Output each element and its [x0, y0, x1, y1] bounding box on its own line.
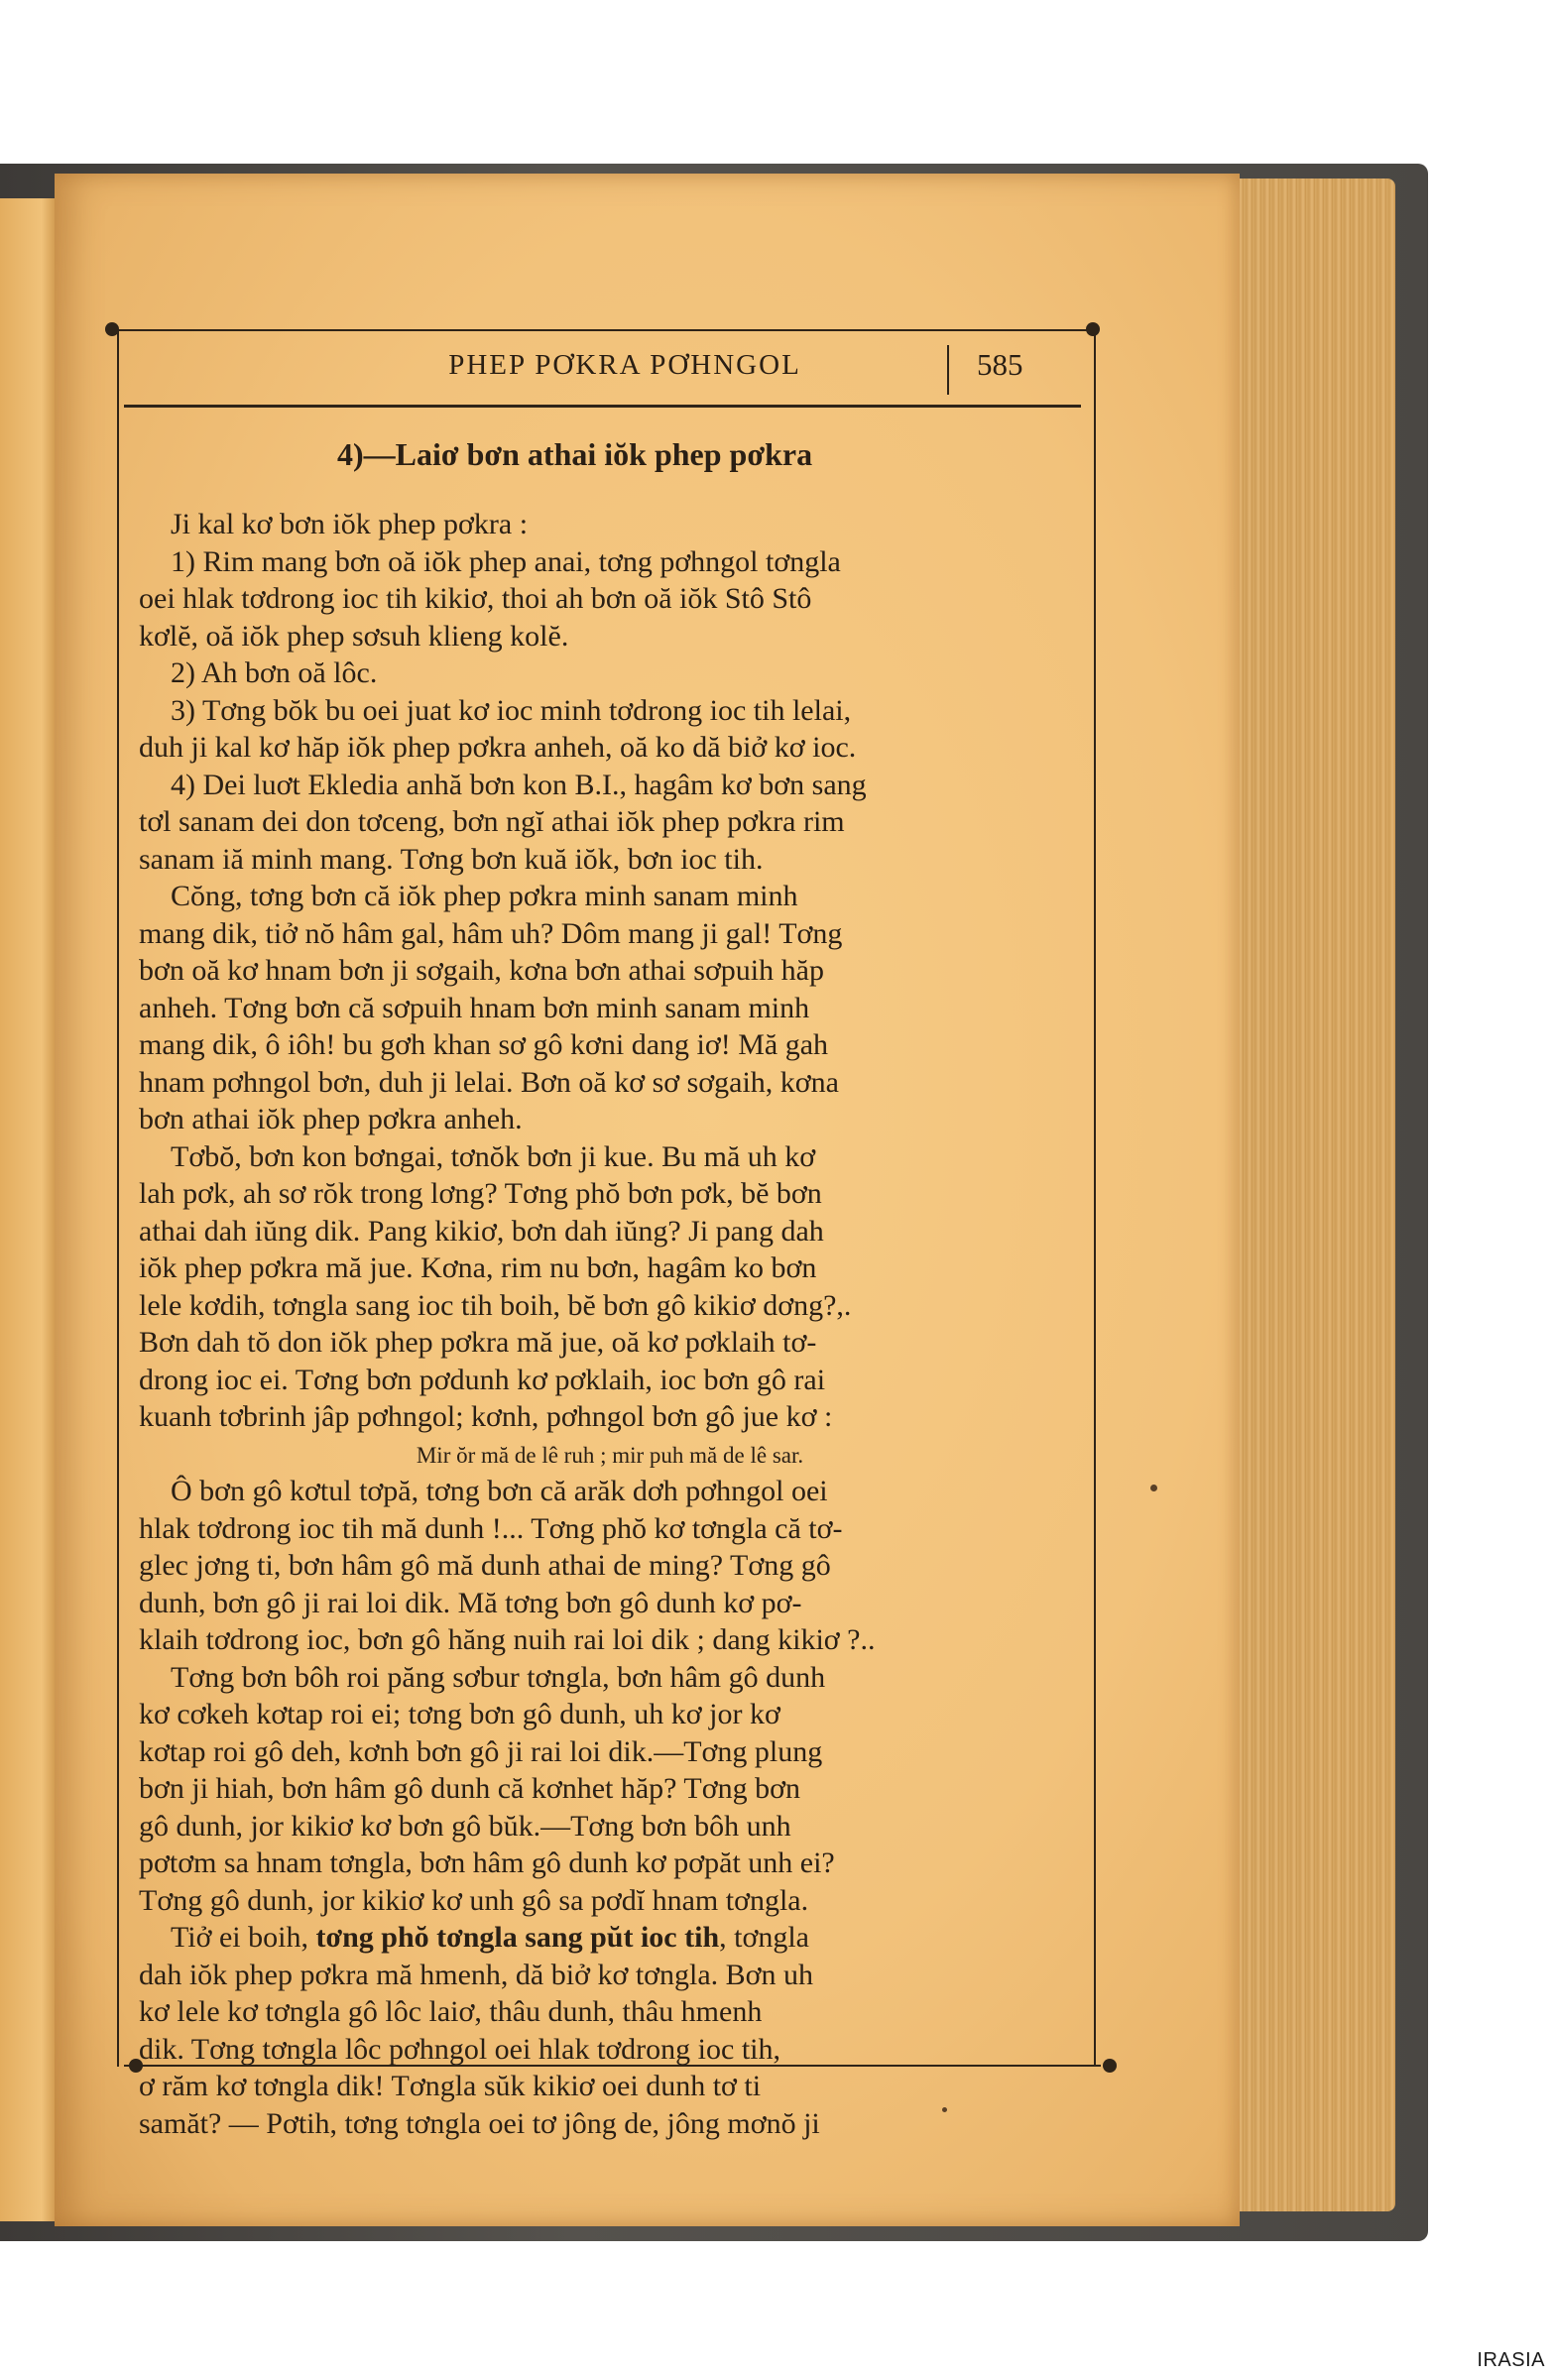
- text-line: iŏk phep pơkra mă jue. Kơna, rim nu bơn, hagâm ko bơn: [139, 1251, 817, 1284]
- paper-speck: [1150, 1485, 1157, 1491]
- section-heading: 4)—Laiơ bơn athai iŏk phep pơkra: [337, 436, 813, 472]
- text-line: Cŏng, tơng bơn că iŏk phep pơkra minh sanam minh: [171, 880, 798, 912]
- text-line: lele kơdih, tơngla sang ioc tih boih, bĕ bơn gô kikiơ dơng?,.: [139, 1288, 852, 1322]
- text-line: kơtap roi gô deh, kơnh bơn gô ji rai loi dik.—Tơng plung: [139, 1734, 823, 1768]
- text-line: athai dah iŭng dik. Pang kikiơ, bơn dah iŭng? Ji pang dah: [139, 1214, 824, 1248]
- frame-right-rule: [1094, 329, 1096, 2067]
- text-line: anheh. Tơng bơn că sơpuih hnam bơn minh sanam minh: [139, 991, 810, 1024]
- text-line: 3) Tơng bŏk bu oei juat kơ ioc minh tơdrong ioc tih lelai,: [171, 693, 852, 727]
- text-line: Tơng gô dunh, jor kikiơ kơ unh gô sa pơdĭ hnam tơngla.: [139, 1883, 809, 1917]
- text-line: dah iŏk phep pơkra mă hmenh, dă biở kơ tơngla. Bơn uh: [139, 1958, 814, 1991]
- text-line: gô dunh, jor kikiơ kơ bơn gô bŭk.—Tơng bơn bôh unh: [139, 1809, 791, 1843]
- text-line: 4) Dei luơt Ekledia anhă bơn kon B.I., hagâm kơ bơn sang: [171, 768, 867, 801]
- text-line: dunh, bơn gô ji rai loi dik. Mă tơng bơn gô dunh kơ pơ-: [139, 1586, 802, 1619]
- running-title: PHEP PƠKRA PƠHNGOL: [448, 349, 801, 381]
- text-line: 2) Ah bơn oă lôc.: [171, 656, 378, 689]
- watermark: IRASIA: [1477, 2349, 1545, 2371]
- text-line: bơn ji hiah, bơn hâm gô dunh că kơnhet hăp? Tơng bơn: [139, 1772, 800, 1805]
- text-line: bơn athai iŏk phep pơkra anheh.: [139, 1103, 523, 1135]
- text-line: drong ioc ei. Tơng bơn pơdunh kơ pơklaih, ioc bơn gô rai: [139, 1363, 826, 1396]
- text-line: hlak tơdrong ioc tih mă dunh !... Tơng phŏ kơ tơngla că tơ-: [139, 1511, 843, 1545]
- text-line: mang dik, tiở nŏ hâm gal, hâm uh? Dôm mang ji gal! Tơng: [139, 916, 843, 950]
- text-line: kuanh tơbrinh jâp pơhngol; kơnh, pơhngol bơn gô jue kơ :: [139, 1400, 833, 1433]
- text-line: kơ lele kơ tơngla gô lôc laiơ, thâu dunh, thâu hmenh: [139, 1995, 763, 2028]
- text-line: kơlĕ, oă iŏk phep sơsuh klieng kolĕ.: [139, 619, 569, 653]
- text-line: dik. Tơng tơngla lôc pơhngol oei hlak tơdrong ioc tih,: [139, 2032, 780, 2066]
- frame-header-rule: [124, 405, 1081, 408]
- text-line: bơn oă kơ hnam bơn ji sơgaih, kơna bơn athai sơpuih hăp: [139, 954, 824, 987]
- text-line: 1) Rim mang bơn oă iŏk phep anai, tơng pơhngol tơngla: [171, 544, 841, 578]
- text-line: samăt? — Pơtih, tơng tơngla oei tơ jông de, jông mơnŏ ji: [139, 2106, 820, 2140]
- quote-line: Mir ŏr mă de lê ruh ; mir puh mă de lê sar.: [416, 1442, 804, 1468]
- text-line: Tơbŏ, bơn kon bơngai, tơnŏk bơn ji kue. Bu mă uh kơ: [171, 1139, 816, 1173]
- header-divider: [947, 345, 949, 395]
- text-line: Tơng bơn bôh roi păng sơbur tơngla, bơn hâm gô dunh: [171, 1660, 826, 1694]
- frame-corner-ornament: [1103, 2059, 1117, 2073]
- text-line: Ô bơn gô kơtul tơpă, tơng bơn că arăk dơh pơhngol oei: [171, 1475, 828, 1507]
- text-line: sanam iă minh mang. Tơng bơn kuă iŏk, bơn ioc tih.: [139, 842, 764, 876]
- frame-corner-ornament: [1086, 322, 1100, 336]
- text-line: oei hlak tơdrong ioc tih kikiơ, thoi ah bơn oă iŏk Stô Stô: [139, 582, 812, 615]
- frame-top-rule: [117, 329, 1094, 331]
- text-line: ơ răm kơ tơngla dik! Tơngla sŭk kikiơ oei dunh tơ ti: [139, 2070, 762, 2102]
- text-line: mang dik, ô iôh! bu gơh khan sơ gô kơni dang iơ! Mă gah: [139, 1028, 829, 1061]
- bold-phrase: tơng phŏ tơngla sang pŭt ioc tih: [315, 1921, 720, 1954]
- paper-speck: [942, 2107, 947, 2112]
- text-line: glec jơng ti, bơn hâm gô mă dunh athai de ming? Tơng gô: [139, 1549, 831, 1582]
- text-line: lah pơk, ah sơ rŏk trong lơng? Tơng phŏ bơn pơk, bĕ bơn: [139, 1177, 822, 1210]
- page-number: 585: [977, 347, 1023, 382]
- text-line: Bơn dah tŏ don iŏk phep pơkra mă jue, oă kơ pơklaih tơ-: [139, 1326, 817, 1359]
- text-line: duh ji kal kơ hăp iŏk phep pơkra anheh, oă ko dă biở kơ ioc.: [139, 731, 857, 764]
- text-line: klaih tơdrong ioc, bơn gô hăng nuih rai loi dik ; dang kikiơ ?..: [139, 1623, 876, 1656]
- text-line: pơtơm sa hnam tơngla, bơn hâm gô dunh kơ pơpăt unh ei?: [139, 1846, 835, 1879]
- text-line: Tiở ei boih, tơng phŏ tơngla sang pŭt ioc tih, tơngla: [171, 1921, 809, 1954]
- text-line: Ji kal kơ bơn iŏk phep pơkra :: [171, 508, 529, 540]
- text-line: hnam pơhngol bơn, duh ji lelai. Bơn oă kơ sơ sơgaih, kơna: [139, 1065, 839, 1099]
- text-line: tơl sanam dei don tơceng, bơn ngĭ athai iŏk phep pơkra rim: [139, 805, 845, 838]
- left-page-edge: [0, 198, 60, 2221]
- body-text: [139, 506, 1081, 2142]
- frame-left-rule: [117, 329, 119, 2067]
- page-edges: [1235, 178, 1395, 2211]
- frame-corner-ornament: [105, 322, 119, 336]
- text-line: kơ cơkeh kơtap roi ei; tơng bơn gô dunh, uh kơ jor kơ: [139, 1698, 780, 1730]
